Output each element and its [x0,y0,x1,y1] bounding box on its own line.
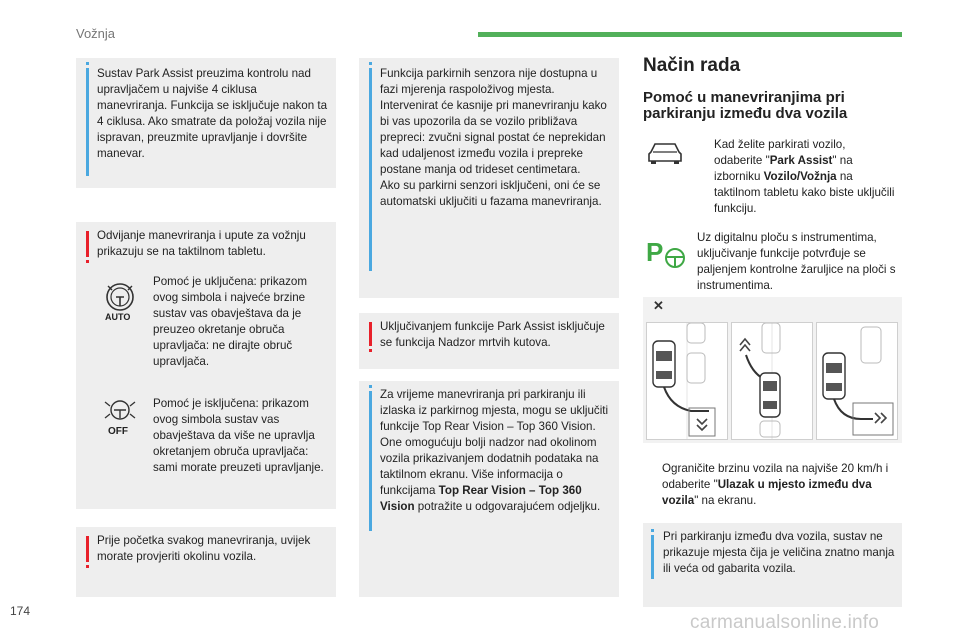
info-marker [369,68,372,271]
step-2-text [643,461,901,509]
info-box-col1-1 [76,58,336,188]
text-part: Ograničite brzinu vozila na najviše 20 km/h i odaberite " [662,462,889,491]
header-accent-bar [478,32,902,37]
illustration-panel-3 [816,322,898,440]
info-box-col2-1 [359,58,619,298]
off-label: OFF [108,426,128,437]
text-part: " na izborniku [714,154,853,183]
subsection-heading: Pomoć u manevriranjima pri parkiranju između dva vozila [643,89,848,122]
illustration-panel-1 [646,322,728,440]
warning-text: Odvijanje manevriranja i upute za vožnju prikazuju se na taktilnom tabletu. [97,229,306,258]
text-part: na taktilnom tabletu kako biste uključili funkciju. [714,170,895,215]
steering-off-icon [102,396,138,442]
auto-text: Pomoć je uključena: prikazom ovog simbola i najveće brzine sustav vas obavještava da je preuzeo okretanje obruča upravljača: ne dirajte obruč upravljača. [153,275,308,368]
warning-marker [86,231,89,257]
info-text-part: Za vrijeme manevriranja pri parkiranju ili izlaska iz parkirnog mjesta, mogu se uključiti funkcije Top Rear Vision – Top 360 Vision. One omogućuju bolji nadzor nad okolinom vozila prikazivanjem dodatnih podataka na taktilnom ekranu. Više informacija o funkcijama [380,388,609,497]
info-text: Funkcija parkirnih senzora nije dostupna u fazi mjerenja raspoloživog mjesta. Intervenirat će kasnije pri manevriranju kako bi vas upozorila da se vozilo približava prepreci: zvučni signal postat će neprekidan kad udaljenost između vozila i prepreke postane manja od trideset centimetara. Ako su parkirni senzori isključeni, oni će se automatski uključiti u fazama manevriranja. [380,67,607,208]
warning-marker [86,536,89,562]
text-bold: Vozilo/Vožnja [763,170,837,183]
park-assist-indicator-icon [646,238,686,270]
info-marker [369,391,372,531]
text-part: " na ekranu. [694,494,757,507]
info-text [380,387,614,515]
step-1 [697,137,897,217]
watermark: carmanualsonline.info [690,612,880,633]
svg-text:P: P [646,238,664,267]
indicator-text: Uz digitalnu ploču s instrumentima, uključivanje funkcije potvrđuje se paljenjem kontrolne žaruljice na ploči s instrumentima. [697,231,896,292]
step-1-text [697,137,897,217]
warning-marker [369,322,372,346]
info-marker [86,68,89,176]
info-text-part: potražite u odgovarajućem odjeljku. [414,500,601,513]
text-bold: Park Assist [769,154,833,167]
info-text: Pri parkiranju između dva vozila, sustav ne prikazuje mjesta čija je veličina znatno manja ili veća od gabarita vozila. [663,530,895,575]
step-2 [643,461,901,509]
text-part: Kad želite parkirati vozilo, odaberite " [714,138,846,167]
info-text-bold: Top Rear Vision – Top 360 Vision [380,484,582,513]
page-number: 174 [10,604,31,618]
close-icon: ✕ [653,298,664,313]
info-box-col3 [643,523,902,607]
warning-box-col2 [359,313,619,369]
auto-label: AUTO [105,312,131,322]
info-marker [651,535,654,579]
parking-illustration [643,297,902,443]
info-box-col2-2 [359,381,619,597]
off-text: Pomoć je isključena: prikazom ovog simbola sustav vas obavještava da više ne upravlja okretanjem obruča upravljača: sami morate preuzeti upravljanje. [153,397,324,474]
warning-box-col1-2 [76,527,336,597]
info-text: Sustav Park Assist preuzima kontrolu nad upravljačem u najviše 4 ciklusa manevriranja. Funkcija se isključuje nakon ta 4 ciklusa. Ako smatrate da položaj vozila nije ispravan, preuzmite upravljanje i dovršite manevar. [97,67,328,160]
section-heading: Način rada [643,55,741,76]
text-bold: Ulazak u mjesto između dva vozila [662,478,872,507]
warning-text: Prije početka svakog manevriranja, uvijek morate provjeriti okolinu vozila. [97,534,311,563]
section-title: Vožnja [76,26,116,41]
car-icon [645,140,685,166]
steering-auto-icon [102,280,138,326]
warning-text: Uključivanjem funkcije Park Assist isključuje se funkcija Nadzor mrtvih kutova. [380,320,605,349]
illustration-panel-2 [731,322,813,440]
warning-box-col1 [76,222,336,509]
